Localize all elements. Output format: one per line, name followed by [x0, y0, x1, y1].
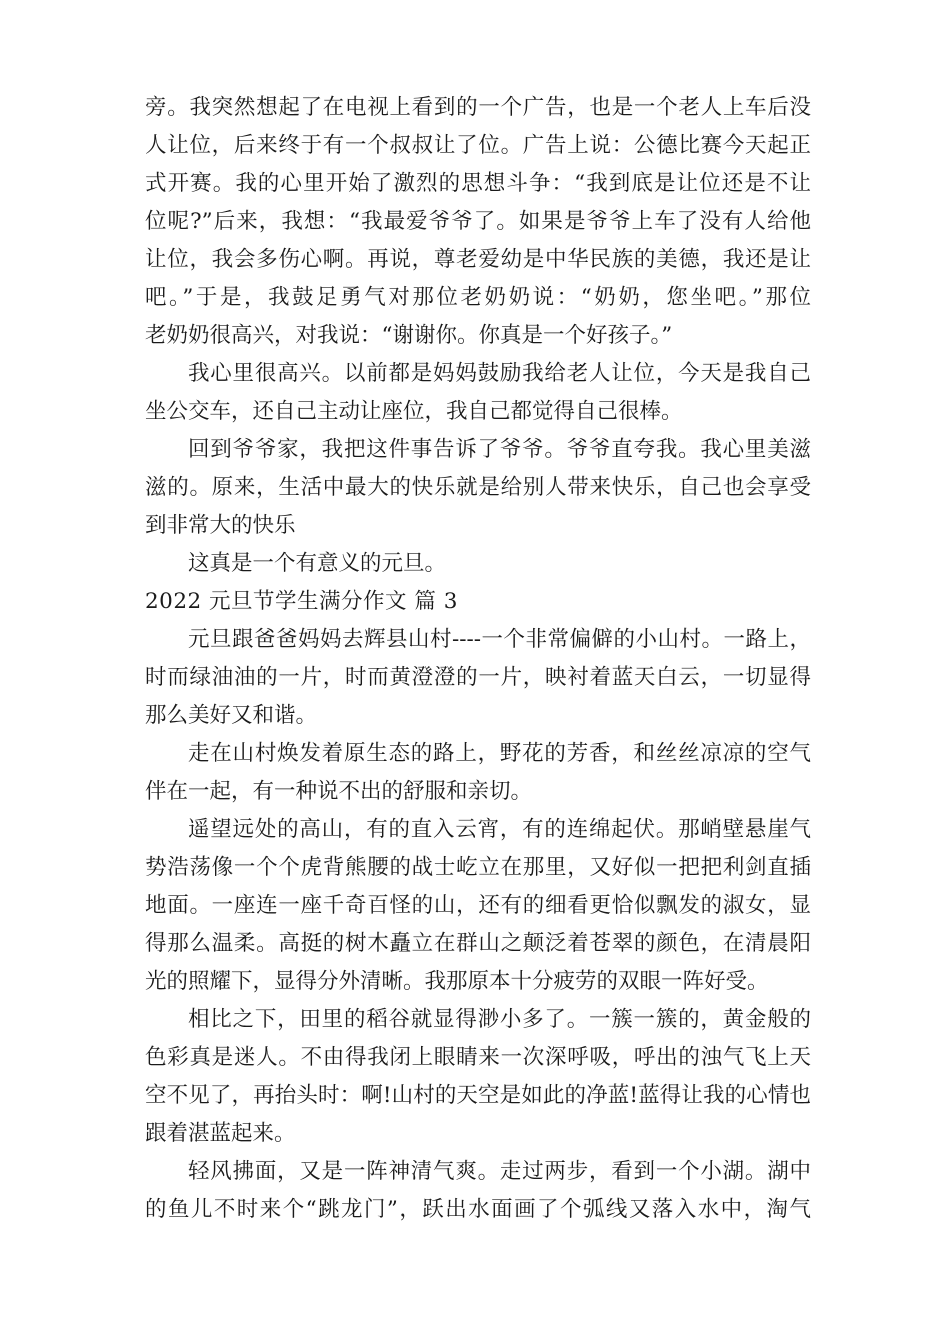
text-line: 地面。一座连一座千奇百怪的山，还有的细看更恰似飘发的淑女，显 [145, 893, 811, 918]
text-line: 的鱼儿不时来个“跳龙门”，跃出水面画了个弧线又落入水中，淘气 [145, 1197, 811, 1222]
text-line: 让位，我会多伤心啊。再说，尊老爱幼是中华民族的美德，我还是让 [145, 247, 811, 272]
text-line: 到非常大的快乐 [145, 513, 296, 538]
text-line: 元旦跟爸爸妈妈去辉县山村----一个非常偏僻的小山村。一路上， [188, 627, 811, 652]
text-line: 遥望远处的高山，有的直入云宵，有的连绵起伏。那峭壁悬崖气 [188, 817, 811, 842]
text-line: 旁。我突然想起了在电视上看到的一个广告，也是一个老人上车后没 [145, 95, 811, 120]
text-line: 人让位，后来终于有一个叔叔让了位。广告上说：公德比赛今天起正 [145, 133, 811, 158]
text-line: 色彩真是迷人。不由得我闭上眼睛来一次深呼吸，呼出的浊气飞上天 [145, 1045, 811, 1070]
text-line: 相比之下，田里的稻谷就显得渺小多了。一簇一簇的，黄金般的 [188, 1007, 811, 1032]
section-heading: 2022 元旦节学生满分作文 篇 3 [145, 589, 458, 614]
text-line: 光的照耀下，显得分外清晰。我那原本十分疲劳的双眼一阵好受。 [145, 969, 769, 994]
text-line: 我心里很高兴。以前都是妈妈鼓励我给老人让位，今天是我自己 [188, 361, 811, 386]
text-line: 老奶奶很高兴，对我说：“谢谢你。你真是一个好孩子。” [145, 323, 673, 348]
text-line: 坐公交车，还自己主动让座位，我自己都觉得自己很棒。 [145, 399, 683, 424]
text-line: 跟着湛蓝起来。 [145, 1121, 296, 1146]
document-body [145, 89, 811, 1229]
text-line: 轻风拂面，又是一阵神清气爽。走过两步，看到一个小湖。湖中 [188, 1159, 811, 1184]
text-line: 回到爷爷家，我把这件事告诉了爷爷。爷爷直夸我。我心里美滋 [188, 437, 811, 462]
text-line: 时而绿油油的一片，时而黄澄澄的一片，映衬着蓝天白云，一切显得 [145, 665, 811, 690]
text-line: 走在山村焕发着原生态的路上，野花的芳香，和丝丝凉凉的空气 [188, 741, 811, 766]
text-line: 得那么温柔。高挺的树木矗立在群山之颠泛着苍翠的颜色，在清晨阳 [145, 931, 811, 956]
text-line: 滋的。原来，生活中最大的快乐就是给别人带来快乐，自己也会享受 [145, 475, 811, 500]
text-line: 势浩荡像一个个虎背熊腰的战士屹立在那里，又好似一把把利剑直插 [145, 855, 811, 880]
text-line: 吧。”于是，我鼓足勇气对那位老奶奶说：“奶奶，您坐吧。”那位 [145, 285, 811, 310]
text-line: 这真是一个有意义的元旦。 [188, 551, 447, 576]
text-line: 位呢?”后来，我想：“我最爱爷爷了。如果是爷爷上车了没有人给他 [145, 209, 811, 234]
text-line: 式开赛。我的心里开始了激烈的思想斗争：“我到底是让位还是不让 [145, 171, 811, 196]
text-line: 空不见了，再抬头时：啊!山村的天空是如此的净蓝!蓝得让我的心情也 [145, 1083, 811, 1108]
text-line: 伴在一起，有一种说不出的舒服和亲切。 [145, 779, 533, 804]
text-line: 那么美好又和谐。 [145, 703, 318, 728]
